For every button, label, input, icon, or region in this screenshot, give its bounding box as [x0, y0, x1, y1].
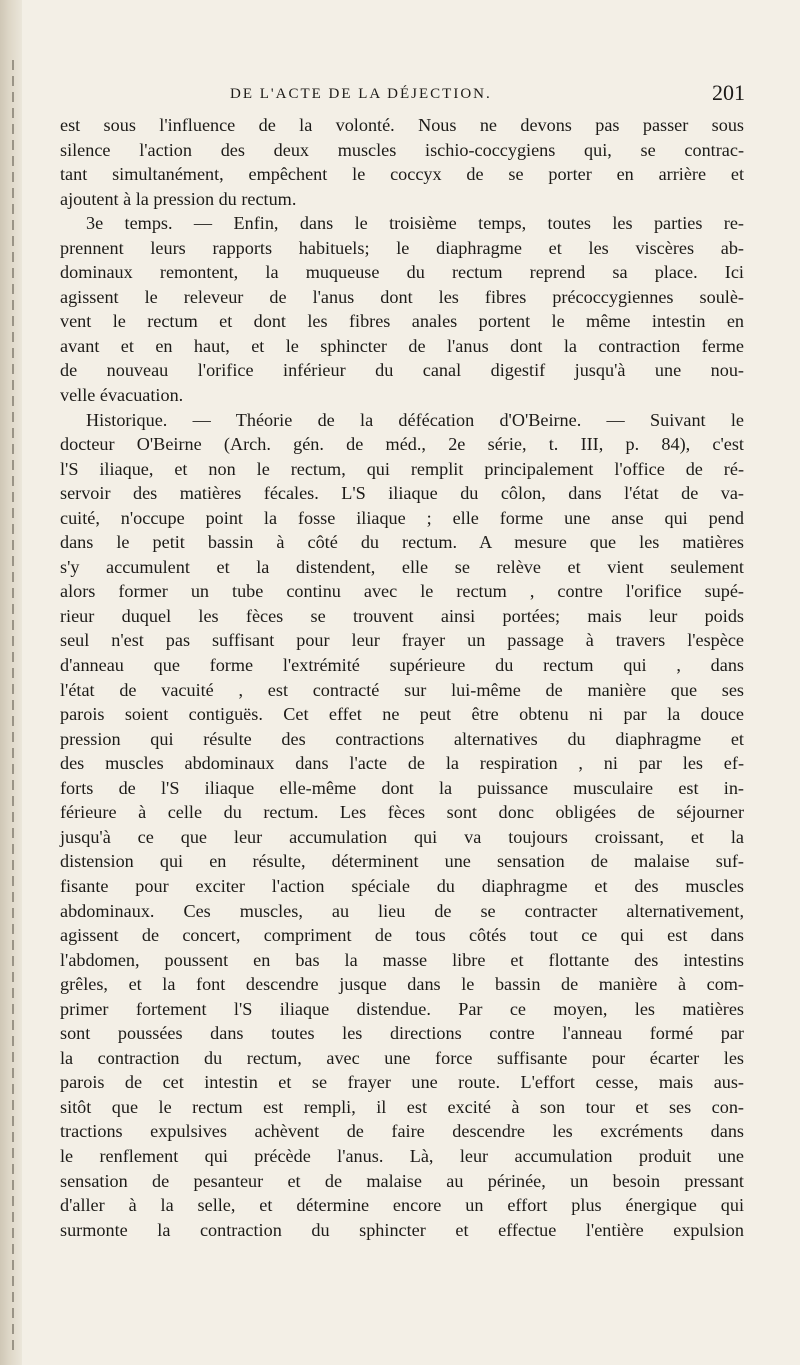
text-line: cuité, n'occupe point la fosse iliaque ; elle forme une anse qui pend	[60, 507, 744, 528]
text-line: docteur O'Beirne (Arch. gén. de méd., 2e série, t. III, p. 84), c'est	[60, 434, 744, 455]
text-line: rieur duquel les fèces se trouvent ainsi portées; mais leur poids	[60, 605, 744, 626]
text-line: parois soient contiguës. Cet effet ne peut être obtenu ni par la douce	[60, 704, 744, 725]
text-line: vent le rectum et dont les fibres anales portent le même intestin en	[60, 311, 744, 332]
text-line: velle évacuation.	[60, 385, 184, 406]
text-line: tant simultanément, empêchent le coccyx de se porter en arrière et	[60, 164, 744, 185]
text-line: primer fortement l'S iliaque distendue. Par ce moyen, les matières	[60, 998, 744, 1019]
text-line: jusqu'à ce que leur accumulation qui va toujours croissant, et la	[60, 826, 744, 847]
binding-stitch-marks	[12, 60, 14, 1350]
text-line: fisante pour exciter l'action spéciale du diaphragme et des muscles	[60, 875, 744, 896]
running-head: DE L'ACTE DE LA DÉJECTION.	[230, 86, 492, 102]
text-line: est sous l'influence de la volonté. Nous ne devons pas passer sous	[60, 115, 744, 135]
page-number: 201	[712, 80, 745, 105]
text-line: silence l'action des deux muscles ischio-coccygiens qui, se contrac-	[60, 139, 744, 160]
text-line: avant et en haut, et le sphincter de l'anus dont la contraction ferme	[60, 335, 744, 356]
text-line: grêles, et la font descendre jusque dans le bassin de manière à com-	[60, 974, 744, 995]
text-line: abdominaux. Ces muscles, au lieu de se contracter alternativement,	[60, 900, 744, 921]
text-line: Historique. — Théorie de la défécation d'O'Beirne. — Suivant le	[86, 409, 744, 430]
text-line: agissent le releveur de l'anus dont les fibres précoccygiennes soulè-	[60, 286, 744, 307]
text-line: parois de cet intestin et se frayer une route. L'effort cesse, mais aus-	[60, 1072, 744, 1093]
text-line: la contraction du rectum, avec une force suffisante pour écarter les	[60, 1047, 744, 1068]
text-line: sitôt que le rectum est rempli, il est excité à son tour et ses con-	[60, 1096, 744, 1117]
text-line: distension qui en résulte, déterminent une sensation de malaise suf-	[60, 851, 744, 872]
text-line: pression qui résulte des contractions alternatives du diaphragme et	[60, 728, 744, 749]
text-line: de nouveau l'orifice inférieur du canal digestif jusqu'à une nou-	[60, 360, 744, 381]
text-line: l'abdomen, poussent en bas la masse libre et flottante des intestins	[60, 949, 744, 970]
text-line: s'y accumulent et la distendent, elle se relève et vient seulement	[60, 556, 744, 577]
text-line: sensation de pesanteur et de malaise au périnée, un besoin pressant	[60, 1170, 744, 1191]
text-line: le renflement qui précède l'anus. Là, leur accumulation produit une	[60, 1145, 744, 1166]
page-header	[120, 82, 745, 112]
text-line: des muscles abdominaux dans l'acte de la respiration , ni par les ef-	[60, 753, 744, 774]
text-line: dans le petit bassin à côté du rectum. A mesure que les matières	[60, 532, 744, 553]
text-line: dominaux remontent, la muqueuse du rectum reprend sa place. Ici	[60, 262, 744, 283]
text-line: servoir des matières fécales. L'S iliaque du côlon, dans l'état de va-	[60, 483, 744, 504]
text-line: prennent leurs rapports habituels; le diaphragme et les viscères ab-	[60, 237, 744, 258]
text-line: tractions expulsives achèvent de faire descendre les excréments dans	[60, 1121, 744, 1142]
text-line: l'S iliaque, et non le rectum, qui remplit principalement l'office de ré-	[60, 458, 744, 479]
text-line: forts de l'S iliaque elle-même dont la puissance musculaire est in-	[60, 777, 744, 798]
text-line: férieure à celle du rectum. Les fèces sont donc obligées de séjourner	[60, 802, 744, 823]
page-binding-edge	[0, 0, 22, 1365]
text-line: 3e temps. — Enfin, dans le troisième temps, toutes les parties re-	[86, 213, 744, 234]
text-line: alors former un tube continu avec le rectum , contre l'orifice supé-	[60, 581, 744, 602]
text-line: d'aller à la selle, et détermine encore un effort plus énergique qui	[60, 1195, 744, 1216]
text-line: ajoutent à la pression du rectum.	[60, 188, 297, 209]
body-text	[60, 113, 744, 1242]
text-line: l'état de vacuité , est contracté sur lui-même de manière que ses	[60, 679, 744, 700]
text-line: agissent de concert, compriment de tous côtés tout ce qui est dans	[60, 925, 744, 946]
text-line: sont poussées dans toutes les directions contre l'anneau formé par	[60, 1023, 744, 1044]
text-line: d'anneau que forme l'extrémité supérieure du rectum qui , dans	[60, 655, 744, 676]
text-line: seul n'est pas suffisant pour leur frayer un passage à travers l'espèce	[60, 630, 744, 651]
text-line: surmonte la contraction du sphincter et effectue l'entière expulsion	[60, 1219, 744, 1240]
